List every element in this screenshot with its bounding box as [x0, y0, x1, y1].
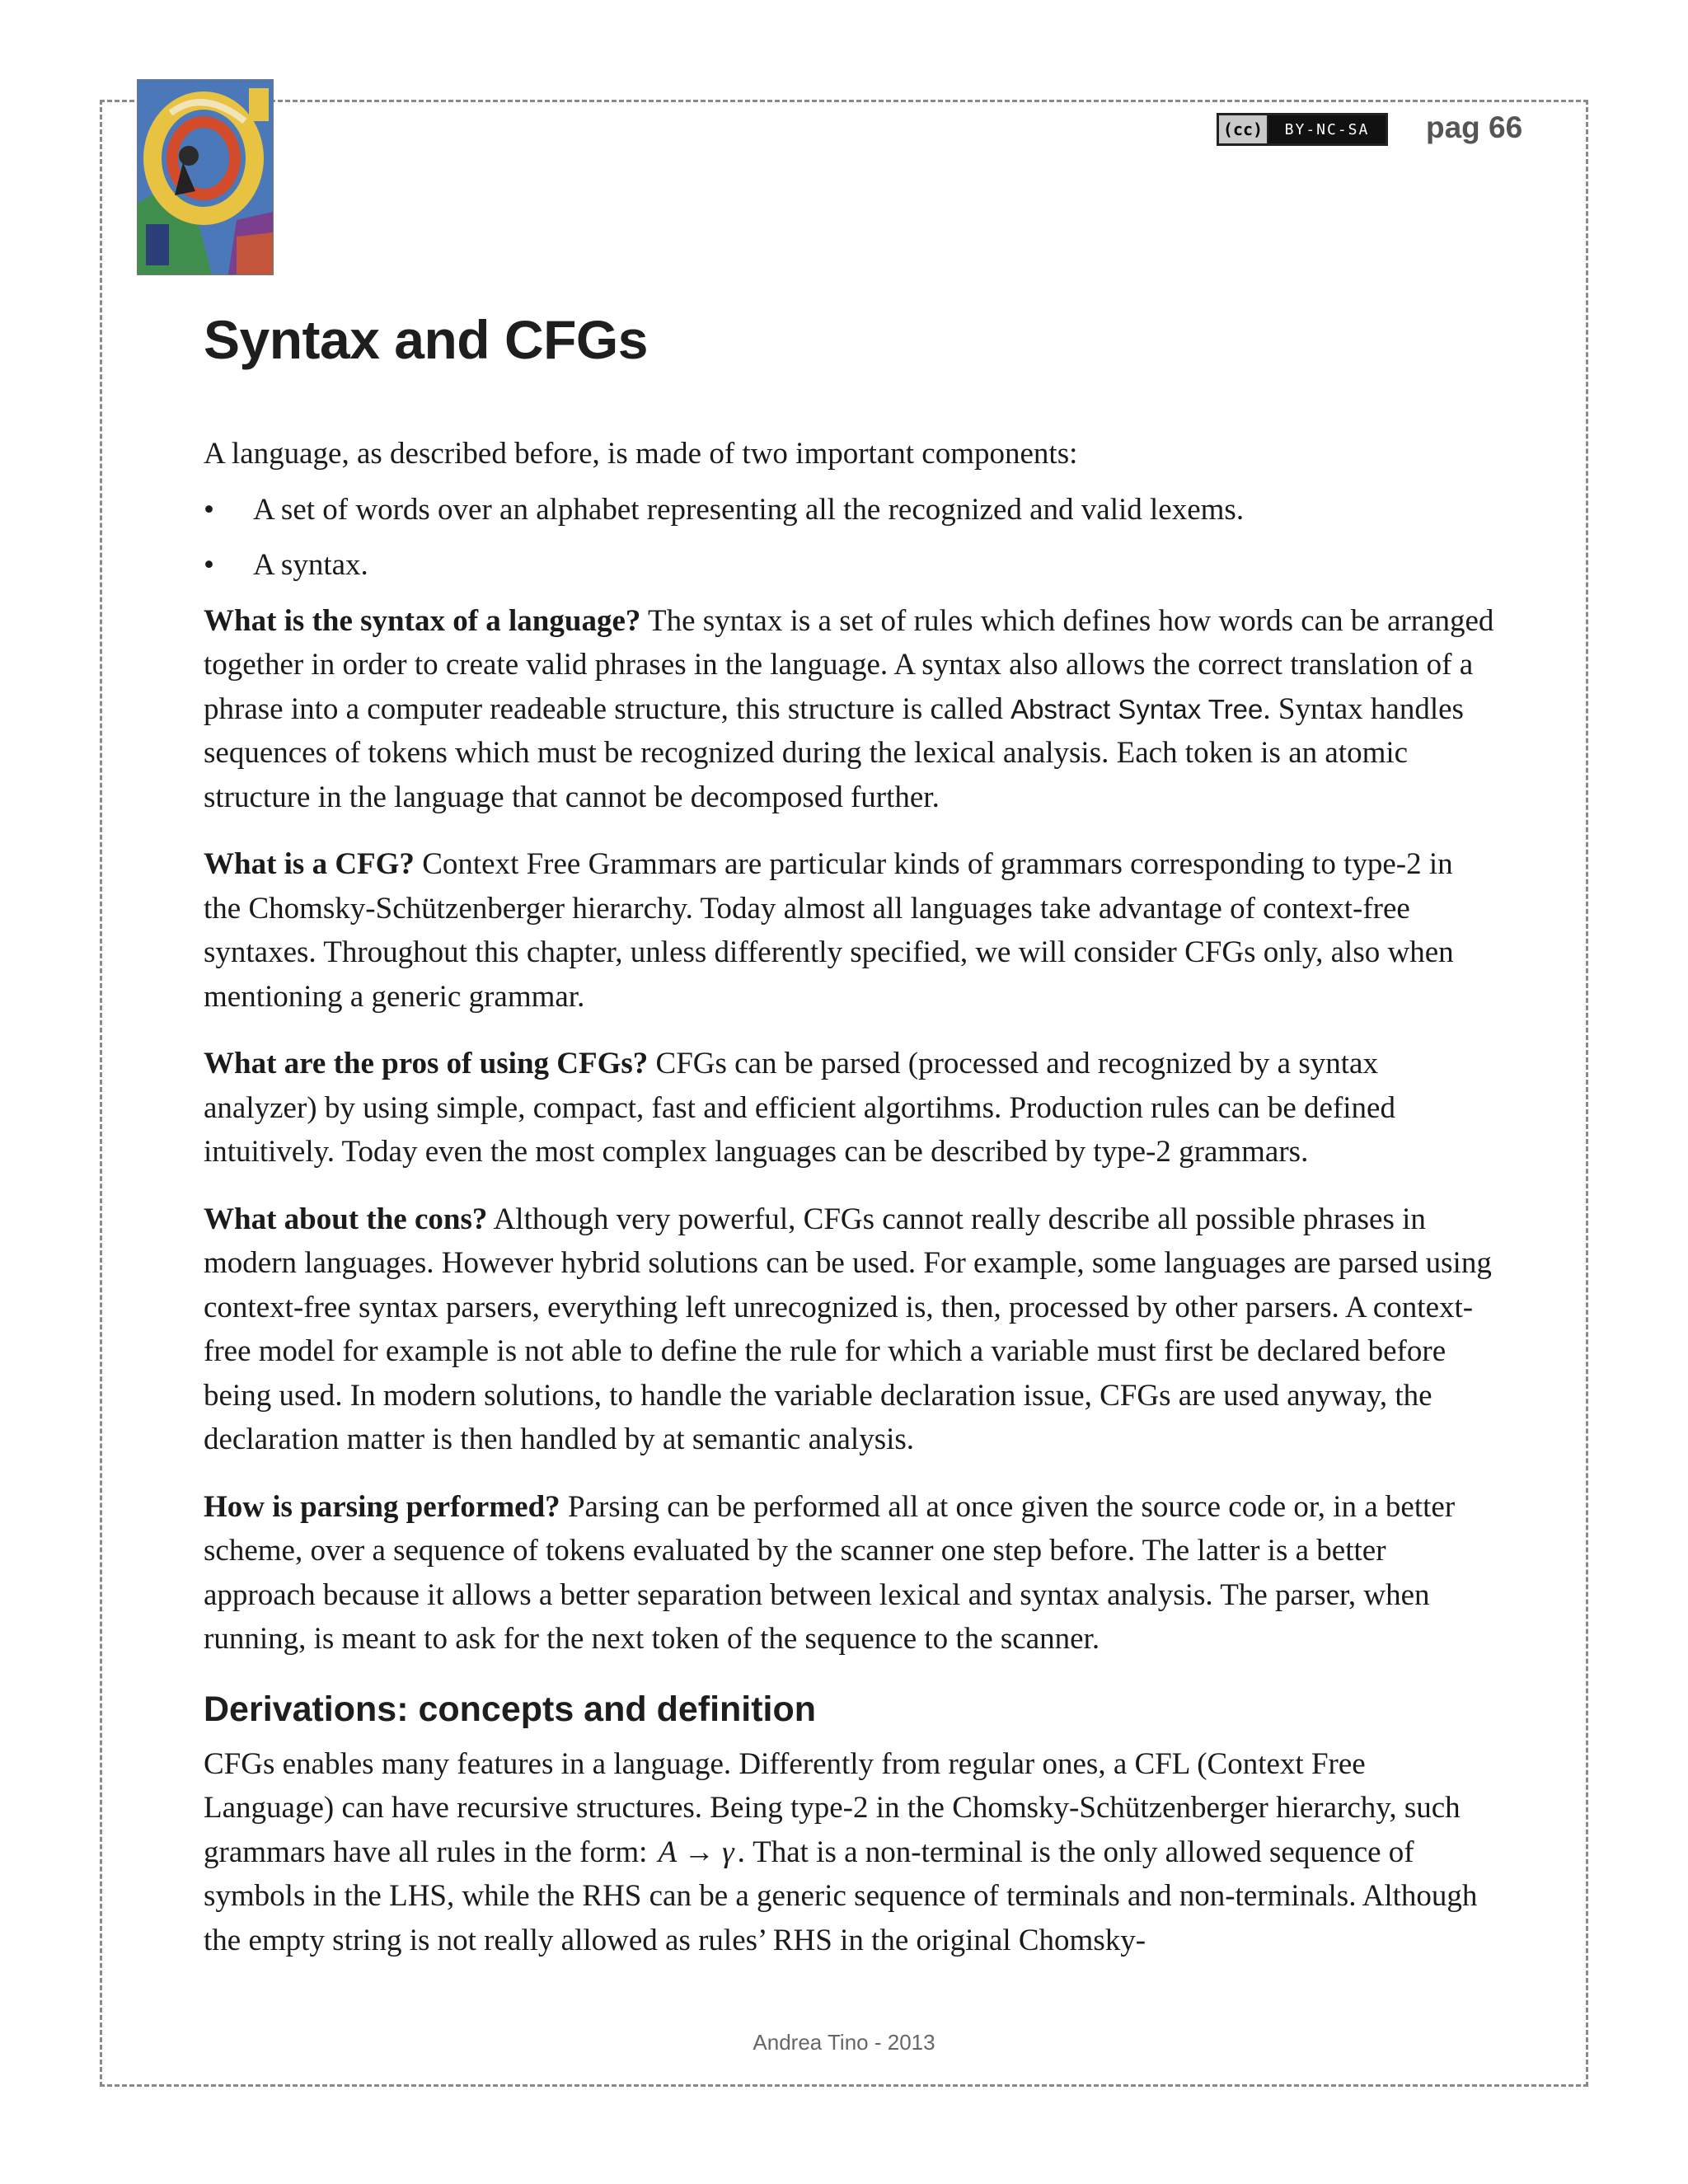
license-badge[interactable] — [1217, 113, 1388, 146]
question-heading: What is the syntax of a language? — [204, 603, 641, 638]
term-abstract-syntax-tree: Abstract Syntax Tree — [1010, 693, 1264, 724]
paragraph-text: CFGs can be parsed (processed and recognized by a syntax analyzer) by using simple, compact, fast and efficient algortihms. Production rules can be defined intuitively. Today even the most complex languages can be described by type-2 grammars. — [204, 1047, 1395, 1169]
intro-paragraph: A language, as described before, is made of two important components: — [204, 437, 1078, 471]
cfg-paragraph — [204, 842, 1498, 1019]
question-heading: How is parsing performed? — [204, 1489, 560, 1524]
production-rule-formula: A → γ — [658, 1835, 734, 1869]
cons-paragraph — [204, 1197, 1498, 1462]
paragraph-text: Although very powerful, CFGs cannot really describe all possible phrases in modern languages. However hybrid solutions can be used. For example, some languages are parsed using context-free syntax parsers, everything left unrecognized is, then, processed by other parsers. A context-free model for example is not able to define the rule for which a variable must first be declared before being used. In modern solutions, to handle the variable declaration issue, CFGs are used anyway, the declaration matter is then handled by at semantic analysis. — [204, 1202, 1492, 1456]
paragraph-text: CFGs enables many features in a language. Differently from regular ones, a CFL (Context Free Language) can have recursive structures. Being type-2 in the Chomsky-Schützenberger hierarchy, such grammars have all rules in the form: — [204, 1746, 1461, 1869]
page-number: pag 66 — [1426, 110, 1523, 144]
book-cover-thumbnail — [137, 79, 274, 275]
creative-commons-icon: (cc) — [1219, 115, 1268, 143]
derivations-paragraph — [204, 1742, 1498, 1963]
component-list — [204, 488, 1498, 588]
paragraph-text: Parsing can be performed all at once given the source code or, in a better scheme, over a sequence of tokens evaluated by the scanner one step before. The latter is a better approach because it allows a better separation between lexical and syntax analysis. The parser, when running, is meant to ask for the next token of the sequence to the scanner. — [204, 1489, 1456, 1656]
list-item: • A syntax. — [204, 543, 1498, 588]
license-text: BY-NC-SA — [1268, 115, 1386, 143]
paragraph-text: . That is a non-terminal is the only allowed sequence of symbols in the LHS, while the RHS can be a generic sequence of terminals and non-terminals. Although the empty string is not really allowed as rules’ RHS in the original Chomsky- — [204, 1835, 1478, 1957]
question-heading: What is a CFG? — [204, 847, 415, 881]
page-footer: Andrea Tino - 2013 — [753, 2030, 935, 2055]
cover-painting — [138, 80, 273, 274]
section-heading: Derivations: concepts and definition — [204, 1689, 817, 1729]
parsing-paragraph — [204, 1485, 1498, 1661]
page-content — [204, 432, 1498, 1985]
paragraph-text: The syntax is a set of rules which defines how words can be arranged together in order to create valid phrases in the language. A syntax also allows the correct translation of a phrase into a computer readeable structure, this structure is called — [204, 603, 1494, 726]
paragraph-text: . Syntax handles sequences of tokens which must be recognized during the lexical analysis. Each token is an atomic structure in the language that cannot be decomposed further. — [204, 691, 1464, 814]
question-heading: What are the pros of using CFGs? — [204, 1047, 649, 1080]
pros-paragraph — [204, 1042, 1498, 1174]
syntax-paragraph — [204, 599, 1498, 820]
question-heading: What about the cons? — [204, 1202, 488, 1236]
paragraph-text: Context Free Grammars are particular kinds of grammars corresponding to type-2 in the Chomsky-Schützenberger hierarchy. Today almost all languages take advantage of context-free syntaxes. Throughout this chapter, unless differently specified, we will consider CFGs only, also when mentioning a generic grammar. — [204, 847, 1454, 1014]
list-item: • A set of words over an alphabet representing all the recognized and valid lexems. — [204, 488, 1498, 532]
page-title: Syntax and CFGs — [204, 309, 648, 370]
